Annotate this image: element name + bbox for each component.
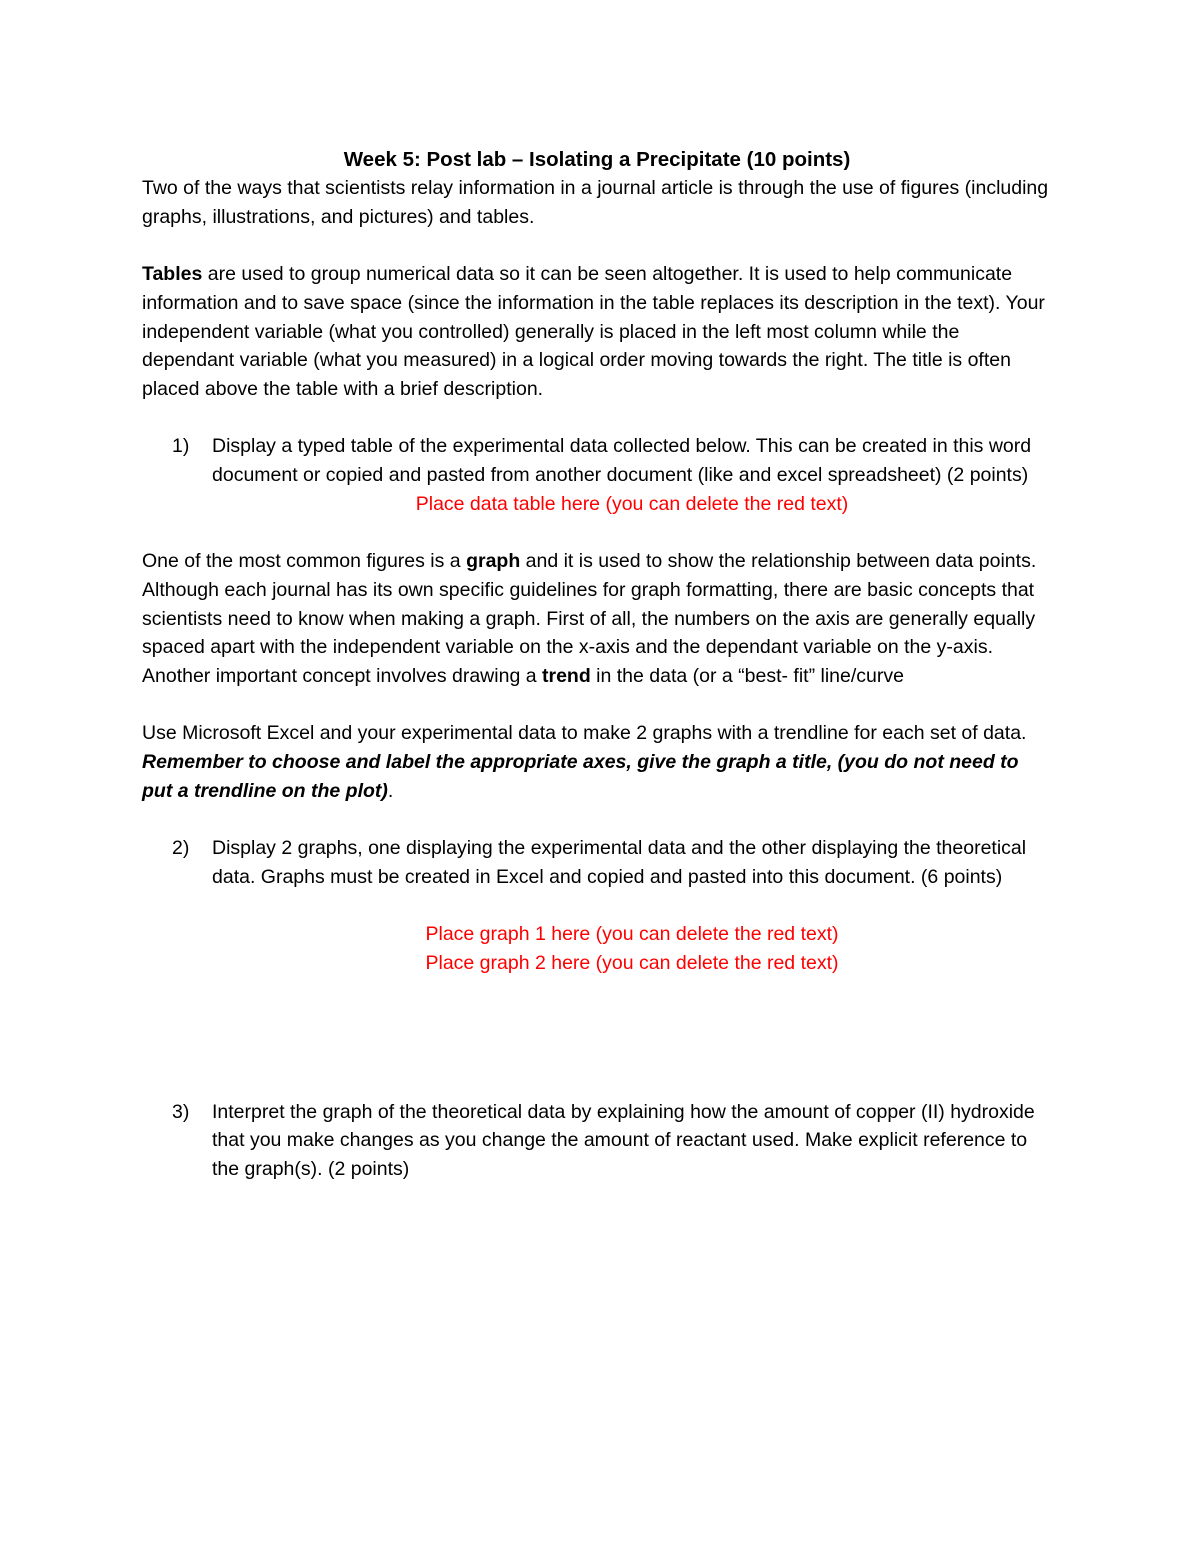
- question-1-number: 1): [172, 435, 190, 458]
- tables-paragraph: [142, 260, 1052, 404]
- tables-text: are used to group numerical data so it can be seen altogether. It is used to help communicate information and to save space (since the information in the table replaces its description in the text). Your independent variable (what you controlled) generally is placed in the left most column while the dependant variable (what you measured) in a logical order moving towards the right. The title is often placed above the table with a brief description.: [142, 263, 1045, 400]
- data-table-placeholder[interactable]: Place data table here (you can delete the red text): [415, 492, 849, 515]
- document-body: [142, 145, 1052, 1184]
- graph-keyword: graph: [466, 550, 521, 573]
- question-3-text: Interpret the graph of the theoretical data by explaining how the amount of copper (II) hydroxide that you make changes as you change the amount of reactant used. Make explicit reference to the graph(s). (2 points): [212, 1100, 1035, 1180]
- intro-paragraph: Two of the ways that scientists relay information in a journal article is through the use of figures (including graphs, illustrations, and pictures) and tables.: [142, 177, 1049, 228]
- tables-keyword: Tables: [142, 263, 203, 286]
- question-2: [142, 834, 1052, 891]
- excel-instruction: Remember to choose and label the appropriate axes, give the graph a title, (you do not need to put a trendline on the plot): [142, 751, 1019, 802]
- trend-keyword: trend: [541, 664, 591, 687]
- question-2-number: 2): [172, 837, 190, 860]
- excel-text: Use Microsoft Excel and your experimental data to make 2 graphs with a trendline for each set of data.: [142, 722, 1027, 745]
- question-3-number: 3): [172, 1100, 190, 1123]
- page-title: Week 5: Post lab – Isolating a Precipitate (10 points): [343, 148, 851, 171]
- graph-text-3: in the data (or a “best- fit” line/curve: [590, 664, 904, 687]
- question-3: [142, 1098, 1052, 1184]
- graph-text-2: and it is used to show the relationship between data points. Although each journal has its own specific guidelines for graph formatting, there are basic concepts that scientists need to know when making a graph. First of all, the numbers on the axis are generally equally spaced apart with the independent variable on the x-axis and the dependant variable on the y-axis. Another important concept involves drawing a: [142, 550, 1037, 687]
- graph-text-1: One of the most common figures is a: [142, 550, 467, 573]
- question-1: [142, 432, 1052, 489]
- question-1-text: Display a typed table of the experimental data collected below. This can be created in this word document or copied and pasted from another document (like and excel spreadsheet) (2 points): [212, 435, 1032, 486]
- graph-2-placeholder[interactable]: Place graph 2 here (you can delete the red text): [425, 951, 839, 974]
- excel-end: .: [387, 779, 394, 802]
- graph-paragraph: [142, 547, 1052, 691]
- question-2-text: Display 2 graphs, one displaying the experimental data and the other displaying the theoretical data. Graphs must be created in Excel and copied and pasted into this document. (6 points): [212, 837, 1027, 888]
- excel-paragraph: [142, 719, 1052, 805]
- graph-1-placeholder[interactable]: Place graph 1 here (you can delete the red text): [425, 923, 839, 946]
